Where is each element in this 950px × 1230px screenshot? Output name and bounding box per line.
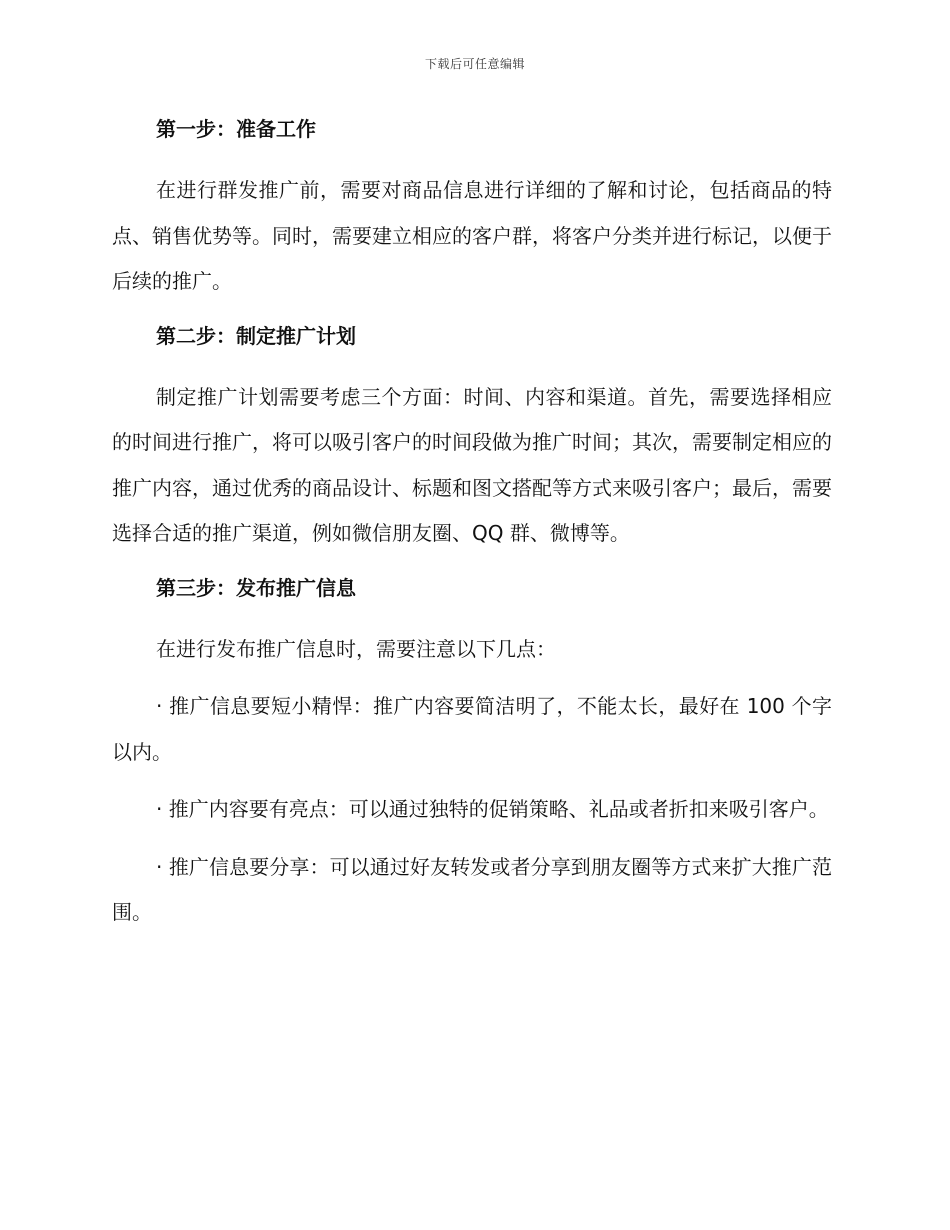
paragraph: 制定推广计划需要考虑三个方面：时间、内容和渠道。首先，需要选择相应的时间进行推广，将可以吸引客户的时间段做为推广时间；其次，需要制定相应的推广内容，通过优秀的商品设计、标题和图文搭配等方式来吸引客户；最后，需要选择合适的推广渠道，例如微信朋友圈、QQ 群、微博等。 bbox=[112, 384, 832, 545]
section-heading: 第三步：发布推广信息 bbox=[156, 575, 356, 600]
section-publish bbox=[112, 569, 832, 936]
section-heading: 第一步：准备工作 bbox=[156, 117, 316, 141]
section-heading: 第二步：制定推广计划 bbox=[156, 323, 356, 348]
document-body bbox=[112, 110, 832, 936]
bullet-item: · 推广信息要短小精悍：推广内容要简洁明了，不能太长，最好在 100 个字以内。 bbox=[112, 694, 832, 764]
paragraph: 在进行发布推广信息时，需要注意以下几点： bbox=[156, 636, 556, 661]
bullet-item: · 推广信息要分享：可以通过好友转发或者分享到朋友圈等方式来扩大推广范围。 bbox=[112, 854, 832, 924]
section-prepare bbox=[112, 110, 832, 317]
section-plan bbox=[112, 317, 832, 569]
header-note: 下载后可任意编辑 bbox=[424, 57, 525, 71]
paragraph: 在进行群发推广前，需要对商品信息进行详细的了解和讨论，包括商品的特点、销售优势等。同时，需要建立相应的客户群，将客户分类并进行标记，以便于后续的推广。 bbox=[112, 178, 832, 293]
bullet-item: · 推广内容要有亮点：可以通过独特的促销策略、礼品或者折扣来吸引客户。 bbox=[156, 797, 829, 821]
